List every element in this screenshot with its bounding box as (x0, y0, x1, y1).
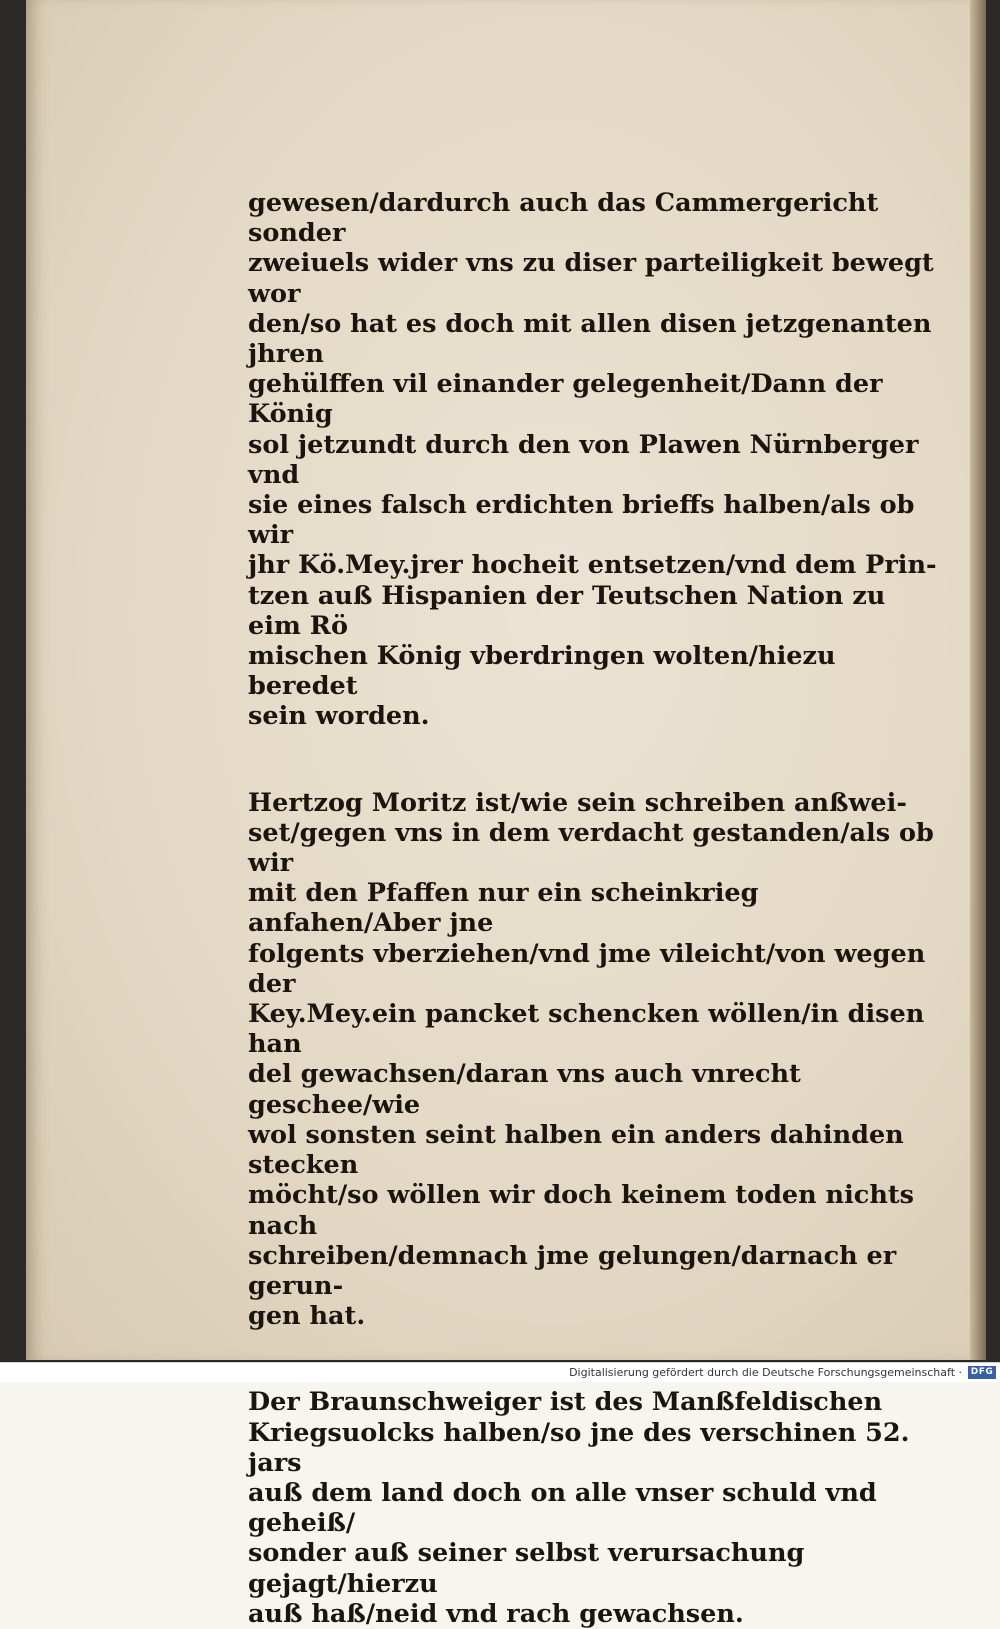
page-edge (970, 0, 986, 1360)
paragraph-1: gewesen/dardurch auch das Cammergericht sonder zweiuels wider vns zu diser parteiligkeit bewegt wor den/so hat es doch mit allen disen jetzgenanten jhren gehülffen vil einander gelegenheit/Dann der König sol jetzundt durch den von Plawen Nürnberger vnd sie eines falsch erdichten brieffs halben/als ob wir jhr Kö.Mey.jrer hocheit entsetzen/vnd dem Prin- tzen auß Hispanien der Teutschen Nation zu eim Rö mischen König vberdringen wolten/hiezu beredet sein worden. (248, 188, 937, 732)
paragraph-2: Hertzog Moritz ist/wie sein schreiben anßwei- set/gegen vns in dem verdacht gestanden/als ob wir mit den Pfaffen nur ein scheinkrieg anfahen/Aber jne folgents vberziehen/vnd jme vileicht/von wegen der Key.Mey.ein pancket schencken wöllen/in disen han del gewachsen/daran vns auch vnrecht geschee/wie wol sonsten seint halben ein anders dahinden stecken möcht/so wöllen wir doch keinem toden nichts nach schreiben/demnach jme gelungen/darnach er gerun- gen hat. (248, 787, 934, 1332)
footer-credit: Digitalisierung gefördert durch die Deutsche Forschungsgemeinschaft · (569, 1366, 962, 1379)
paragraph-3: Der Braunschweiger ist des Manßfeldischen Kriegsuolcks halben/so jne des verschinen 52. jars auß dem land doch on alle vnser schuld vnd geheiß/ sonder auß seiner selbst verursachung gejagt/hierzu auß haß/neid vnd rach gewachsen. (248, 1387, 910, 1629)
dfg-logo-icon[interactable]: DFG (968, 1366, 996, 1379)
footer-bar (0, 1362, 1000, 1382)
text-block (248, 188, 938, 1629)
